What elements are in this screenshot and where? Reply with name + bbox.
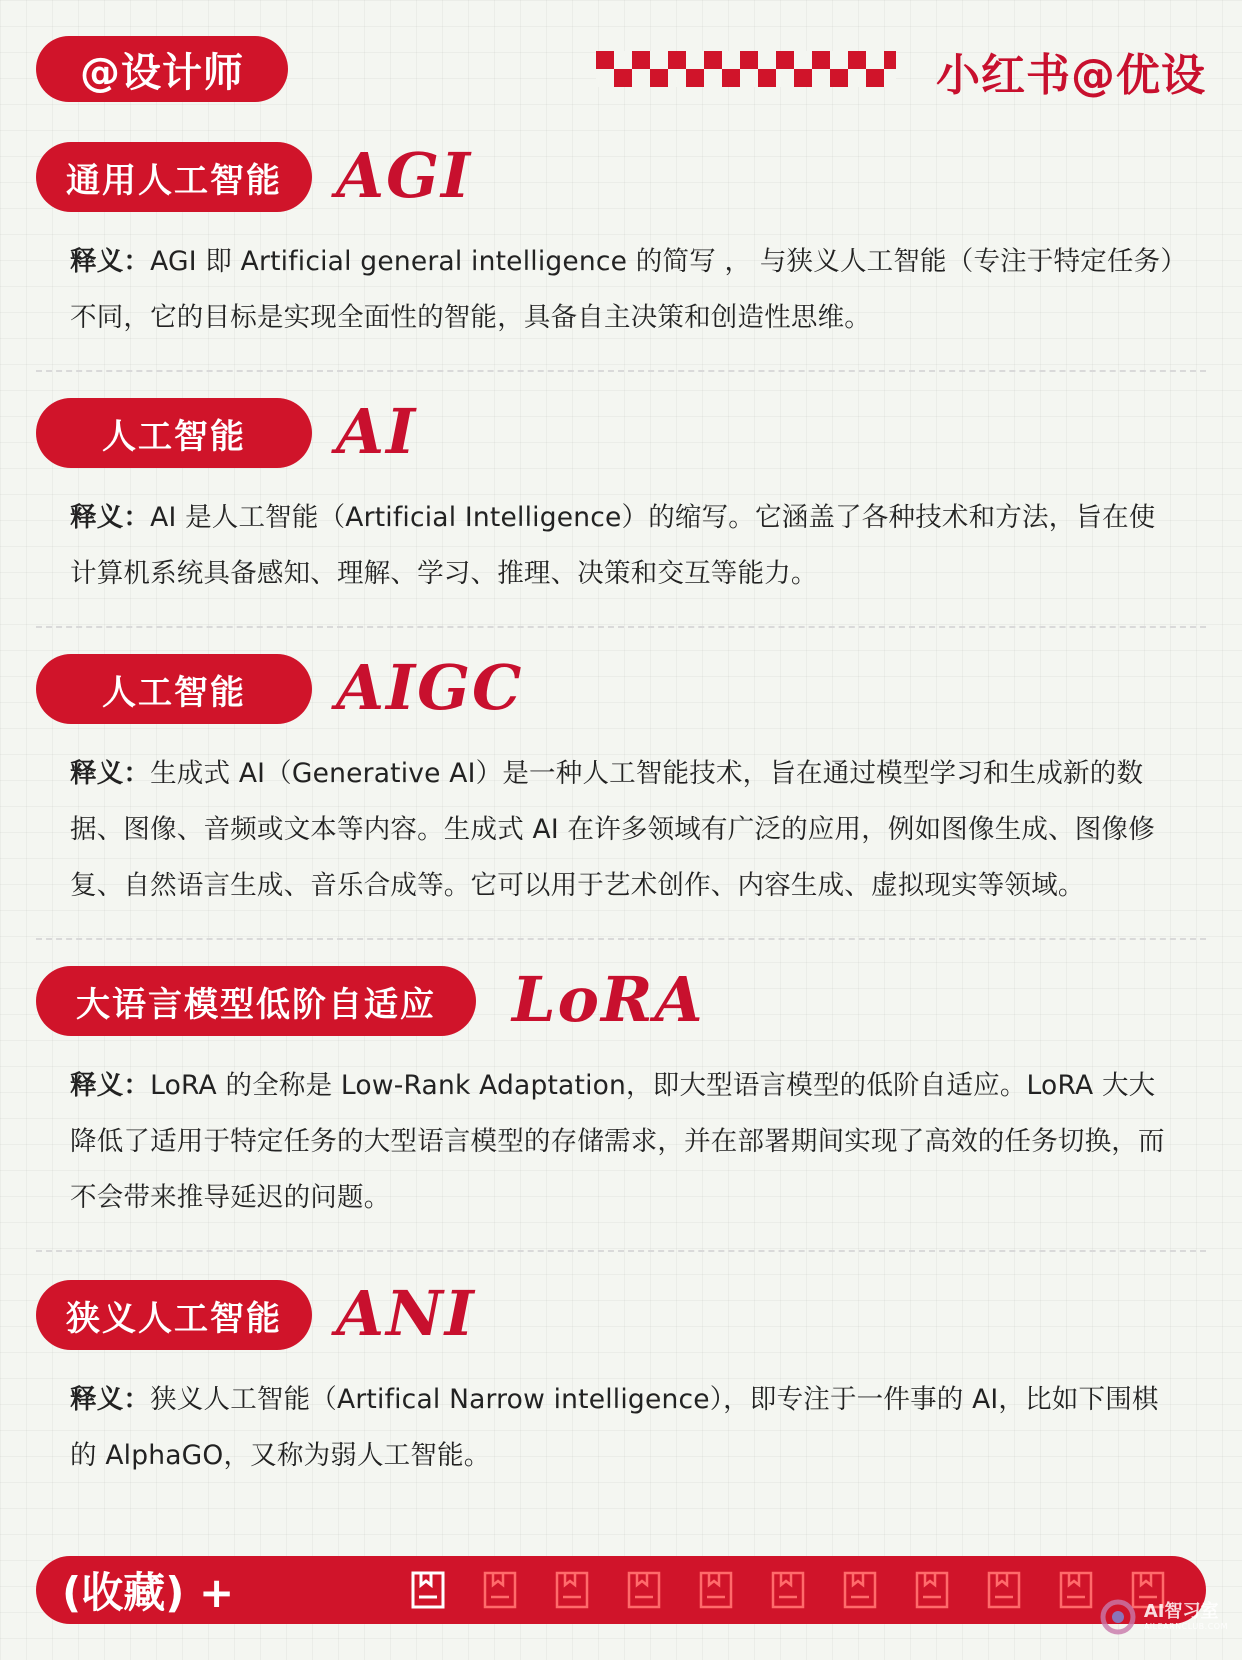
section-divider (36, 370, 1206, 372)
term-section-aigc (36, 651, 1206, 914)
bookmark-icon-row (410, 1570, 1166, 1610)
term-cn-pill: 人工智能 (36, 654, 312, 724)
bookmark-icon (914, 1570, 950, 1610)
author-tag: @设计师 (36, 36, 288, 102)
bookmark-icon (698, 1570, 734, 1610)
term-definition: 释义：狭义人工智能（Artifical Narrow intelligence），即专注于一件事的 AI，比如下围棋的 AlphaGO，又称为弱人工智能。 (70, 1384, 1159, 1471)
term-abbr: ANI (336, 1277, 476, 1350)
term-abbr: AIGC (336, 651, 524, 724)
term-abbr: AGI (336, 139, 473, 212)
section-divider (36, 1250, 1206, 1252)
term-definition: 释义：AGI 即 Artificial general intelligence 的简写 ， 与狭义人工智能（专注于特定任务）不同，它的目标是实现全面性的智能，具备自主决策和创造性思维。 (70, 246, 1174, 333)
term-cn-pill: 狭义人工智能 (36, 1280, 312, 1350)
bookmark-icon (1058, 1570, 1094, 1610)
bookmark-icon (842, 1570, 878, 1610)
term-section-ani (36, 1277, 1206, 1484)
term-cn-pill: 通用人工智能 (36, 142, 312, 212)
term-abbr: AI (336, 395, 418, 468)
watermark-text: AI智习室 (1143, 1601, 1219, 1622)
term-section-lora (36, 963, 1206, 1226)
watermark-subtext: AILEARNCLUB.COM (1143, 1622, 1228, 1631)
watermark (1098, 1588, 1228, 1646)
bookmark-icon (482, 1570, 518, 1610)
collect-bar (36, 1556, 1206, 1624)
checker-pattern (596, 51, 896, 87)
term-section-agi (36, 139, 1206, 346)
definition-prefix: 释义： (70, 1384, 151, 1415)
definition-prefix: 释义： (70, 246, 151, 277)
section-divider (36, 938, 1206, 940)
term-definition: 释义：生成式 AI（Generative AI）是一种人工智能技术，旨在通过模型学习和生成新的数据、图像、音频或文本等内容。生成式 AI 在许多领域有广泛的应用，例如图像生成、图像修复、自然语言生成、音乐合成等。它可以用于艺术创作、内容生成、虚拟现实等领域。 (70, 758, 1155, 901)
term-definition: 释义：LoRA 的全称是 Low-Rank Adaptation，即大型语言模型的低阶自适应。LoRA 大大降低了适用于特定任务的大型语言模型的存储需求，并在部署期间实现了高效的任务切换，而不会带来推导延迟的问题。 (70, 1070, 1165, 1213)
term-cn-pill: 人工智能 (36, 398, 312, 468)
collect-button[interactable]: (收藏) + (62, 1568, 235, 1617)
bookmark-icon (410, 1570, 446, 1610)
term-section-ai (36, 395, 1206, 602)
watermark-logo-icon (1098, 1597, 1138, 1637)
term-definition: 释义：AI 是人工智能（Artificial Intelligence）的缩写。它涵盖了各种技术和方法，旨在使计算机系统具备感知、理解、学习、推理、决策和交互等能力。 (70, 502, 1156, 589)
section-divider (36, 626, 1206, 628)
term-abbr: LoRA (512, 963, 705, 1036)
bookmark-icon (986, 1570, 1022, 1610)
bookmark-icon (770, 1570, 806, 1610)
bookmark-icon (626, 1570, 662, 1610)
term-cn-pill: 大语言模型低阶自适应 (36, 966, 476, 1036)
definition-prefix: 释义： (70, 758, 151, 789)
bookmark-icon (554, 1570, 590, 1610)
brand-title: 小红书@优设 (936, 50, 1206, 101)
definition-prefix: 释义： (70, 502, 151, 533)
definition-prefix: 释义： (70, 1070, 151, 1101)
